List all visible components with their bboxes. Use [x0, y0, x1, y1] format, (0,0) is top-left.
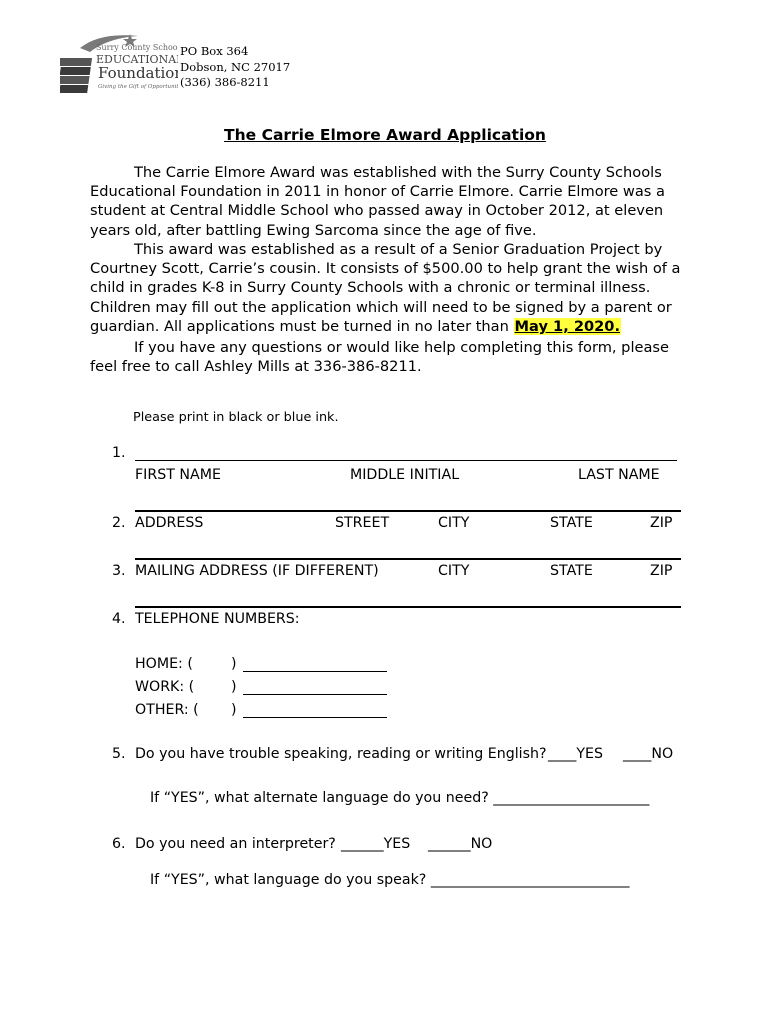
intro-text-2: This award was established as a result of a Senior Graduation Project by Courtney Scott, Carrie’s cousin. It consists of $500.00 to help grant the wish of a child in grades K-8 in Surry County Schools with a chronic or terminal illness. Children may fill out the application which will need to be signed by a parent or guardian. All applications must be turned in no later than	[90, 241, 681, 335]
spoken-language-question[interactable]: If “YES”, what language do you speak? ____________________________	[150, 872, 630, 888]
address-line: PO Box 364	[180, 44, 249, 58]
q3-number: 3.	[112, 563, 126, 579]
middle-initial-label: MIDDLE INITIAL	[350, 467, 460, 483]
mailing-city-label: CITY	[438, 563, 470, 579]
work-phone-field[interactable]	[243, 694, 387, 695]
logo-line2: EDUCATIONAL	[96, 53, 178, 66]
q4-number: 4.	[112, 611, 126, 627]
name-field-line[interactable]	[135, 460, 677, 461]
intro-paragraph-2	[90, 240, 692, 336]
other-phone-row	[135, 702, 237, 718]
english-trouble-yes[interactable]: ____YES	[548, 746, 604, 762]
address-field-line[interactable]	[135, 510, 681, 512]
english-trouble-no[interactable]: ____NO	[623, 746, 674, 762]
work-phone-label: WORK: (	[135, 679, 195, 695]
telephone-label: TELEPHONE NUMBERS:	[135, 611, 300, 627]
ink-instructions: Please print in black or blue ink.	[133, 410, 339, 425]
street-label: STREET	[335, 515, 390, 531]
mailing-state-label: STATE	[550, 563, 593, 579]
close-paren: )	[231, 679, 237, 695]
q6-number: 6.	[112, 836, 126, 852]
foundation-logo	[60, 30, 178, 98]
close-paren: )	[231, 702, 237, 718]
deadline-highlight: May 1, 2020.	[514, 317, 620, 335]
mailing-address-field-line[interactable]	[135, 558, 681, 560]
logo-graphic	[60, 30, 178, 98]
address-line: Dobson, NC 27017	[180, 59, 291, 74]
first-name-label: FIRST NAME	[135, 467, 221, 483]
interpreter-yes[interactable]: ______YES	[341, 836, 411, 852]
home-phone-row	[135, 656, 237, 672]
mailing-details-field-line[interactable]	[135, 606, 681, 608]
interpreter-question: Do you need an interpreter?	[135, 836, 336, 852]
logo-tagline: Giving the Gift of Opportunity	[98, 84, 178, 90]
intro-paragraph-3	[90, 338, 692, 376]
logo-line1: Surry County Schools	[96, 43, 178, 52]
state-label: STATE	[550, 515, 593, 531]
work-phone-row	[135, 679, 237, 695]
q1-number: 1.	[112, 445, 126, 461]
other-phone-label: OTHER: (	[135, 702, 199, 718]
home-phone-label: HOME: (	[135, 656, 193, 672]
english-trouble-question: Do you have trouble speaking, reading or writing English?	[135, 746, 547, 762]
alternate-language-question[interactable]: If “YES”, what alternate language do you need? ______________________	[150, 790, 650, 806]
contact-address	[180, 44, 290, 91]
q2-number: 2.	[112, 515, 126, 531]
close-paren: )	[231, 656, 237, 672]
city-label: CITY	[438, 515, 470, 531]
other-phone-field[interactable]	[243, 717, 387, 718]
last-name-label: LAST NAME	[578, 467, 660, 483]
address-label: ADDRESS	[135, 515, 204, 531]
interpreter-no[interactable]: ______NO	[428, 836, 493, 852]
zip-label: ZIP	[650, 515, 673, 531]
intro-text-1: The Carrie Elmore Award was established with the Surry County Schools Educational Foundation in 2011 in honor of Carrie Elmore. Carrie Elmore was a student at Central Middle School who passed away in October 2012, at eleven years old, after battling Ewing Sarcoma since the age of five.	[90, 164, 665, 239]
mailing-address-label: MAILING ADDRESS (IF DIFFERENT)	[135, 563, 379, 579]
home-phone-field[interactable]	[243, 671, 387, 672]
intro-paragraph-1	[90, 163, 692, 240]
page-title: The Carrie Elmore Award Application	[224, 126, 546, 144]
address-line: (336) 386-8211	[180, 75, 270, 89]
mailing-zip-label: ZIP	[650, 563, 673, 579]
logo-line3: Foundation	[98, 64, 178, 82]
intro-text-3: If you have any questions or would like help completing this form, please feel free to call Ashley Mills at 336-386-8211.	[90, 339, 670, 376]
q5-number: 5.	[112, 746, 126, 762]
